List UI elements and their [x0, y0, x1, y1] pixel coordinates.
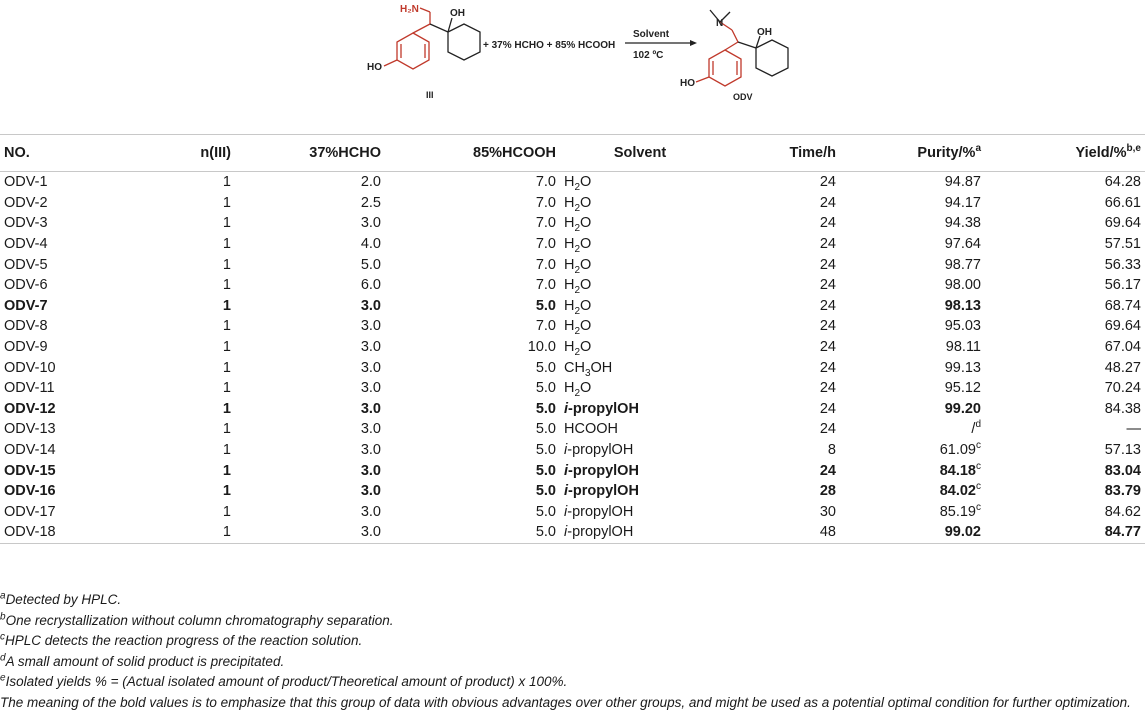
cell-yield: 84.77	[985, 522, 1145, 543]
header-time: Time/h	[720, 135, 840, 172]
cell-purity: 85.19$^c$	[939, 501, 981, 520]
header-purity-sup: a	[975, 143, 981, 155]
cell-solvent: $H_2O$	[564, 236, 592, 255]
cell-no: ODV-2	[4, 194, 48, 211]
table-row	[0, 460, 1145, 481]
table-row	[0, 399, 1145, 420]
cell-hcho: 3.0	[360, 318, 381, 335]
cell-no: ODV-1	[4, 174, 48, 191]
condition-solvent: Solvent	[633, 29, 670, 40]
cell-yield: 70.24	[1104, 380, 1141, 397]
header-hcho: 37%HCHO	[235, 135, 385, 172]
cell-n: 1	[222, 236, 231, 253]
cell-hcooh: 5.0	[535, 421, 556, 438]
cell-hcho: 2.5	[360, 194, 381, 211]
cell-solvent: i-propylOH	[564, 503, 634, 520]
cell-no: ODV-12	[4, 400, 56, 417]
cell-no: ODV-9	[4, 339, 48, 356]
cell-purity: 84.02$^c$	[939, 481, 981, 500]
header-purity-label: Purity/%	[917, 145, 976, 161]
cell-yield: 48.27	[1104, 359, 1141, 376]
cell-no: ODV-3	[4, 215, 48, 232]
cell-n: 1	[222, 277, 231, 294]
footnote: $^b$One recrystallization without column chromatography separation.	[0, 611, 394, 628]
footnote: $^a$Detected by HPLC.	[0, 590, 122, 607]
cell-yield: 56.17	[1104, 277, 1141, 294]
cell-time: 24	[819, 277, 836, 294]
cell-purity: 61.09$^c$	[939, 440, 981, 459]
purity-footnote-marker: d	[975, 419, 981, 431]
cell-yield: 64.28	[1104, 174, 1141, 191]
cell-solvent: $H_2O$	[564, 256, 592, 276]
product-ho: HO	[680, 78, 695, 89]
cell-solvent: i-propylOH	[564, 400, 639, 417]
cell-time: 24	[819, 339, 836, 356]
cell-yield: 56.33	[1104, 256, 1141, 273]
cell-hcho: 2.0	[360, 174, 381, 191]
cell-no: ODV-18	[0, 522, 130, 543]
cell-yield: —	[1126, 421, 1141, 438]
reactant-label: III	[426, 90, 434, 100]
table-row	[0, 316, 1145, 337]
condition-temperature: 102 ºC	[633, 50, 664, 61]
cell-hcooh: 7.0	[535, 256, 556, 273]
cell-time: 24	[819, 318, 836, 335]
table-row	[0, 234, 1145, 255]
cell-n: 1	[222, 421, 231, 438]
footnote: $^e$Isolated yields % = (Actual isolated amount of product/Theoretical amount of product) x 100%.	[0, 672, 568, 689]
cell-yield: 83.04	[1104, 462, 1141, 479]
cell-purity: 94.87	[944, 174, 981, 191]
reaction-arrow	[625, 40, 697, 46]
table-row	[0, 213, 1145, 234]
table-row	[0, 419, 1145, 440]
cell-purity: 98.11	[945, 339, 981, 356]
cell-solvent: $CH_3OH$	[564, 359, 613, 379]
cell-purity: 95.12	[944, 380, 981, 397]
header-no: NO.	[0, 135, 130, 172]
cell-no: ODV-11	[4, 380, 55, 397]
cell-n: 1	[222, 483, 231, 500]
footnote-marker: c	[0, 631, 5, 643]
purity-footnote-marker: c	[976, 440, 981, 452]
cell-hcho: 3.0	[360, 442, 381, 459]
cell-time: 24	[819, 400, 836, 417]
cell-solvent: $H_2O$	[564, 297, 592, 317]
header-yield	[985, 135, 1145, 172]
cell-solvent: i-propylOH	[564, 462, 639, 479]
table-row	[0, 481, 1145, 502]
cell-no: ODV-8	[4, 318, 48, 335]
cell-hcho: 3.0	[360, 400, 381, 417]
cell-hcooh: 5.0	[535, 297, 556, 314]
header-solvent: Solvent	[560, 135, 720, 172]
footnote-marker: d	[0, 652, 6, 663]
cell-time: 24	[819, 380, 836, 397]
cell-purity: 95.03	[944, 318, 981, 335]
cell-hcooh: 7.0	[535, 277, 556, 294]
cell-no: ODV-17	[4, 503, 56, 520]
header-yield-sup: b,e	[1126, 143, 1141, 155]
cell-solvent: $H_2O$	[564, 380, 592, 400]
cell-hcooh: 5.0	[535, 380, 556, 397]
cell-purity: 98.13	[944, 297, 981, 314]
cell-hcho: 3.0	[360, 339, 381, 356]
cell-hcho: 3.0	[360, 380, 381, 397]
cell-hcooh: 5.0	[535, 483, 556, 500]
cell-n: 1	[222, 339, 231, 356]
cell-time: 24	[819, 194, 836, 211]
table-row	[0, 172, 1145, 193]
table-row	[0, 337, 1145, 358]
cell-time: 24	[819, 421, 836, 438]
cell-n: 1	[222, 256, 231, 273]
reactant-structure	[384, 8, 480, 69]
footnote-marker: a	[0, 590, 6, 602]
cell-hcho: 3.0	[360, 297, 381, 314]
cell-no: ODV-10	[4, 359, 56, 376]
header-purity	[840, 135, 985, 172]
cell-solvent: $H_2O$	[564, 318, 592, 338]
reactant-ho: HO	[367, 62, 382, 73]
purity-footnote-marker: c	[976, 460, 981, 472]
cell-time: 30	[819, 503, 836, 520]
cell-hcooh: 5.0	[535, 400, 556, 417]
cell-yield: 67.04	[1104, 339, 1141, 356]
cell-time: 24	[819, 236, 836, 253]
cell-hcooh: 10.0	[527, 339, 556, 356]
cell-hcho: 3.0	[360, 462, 381, 479]
table-row	[0, 275, 1145, 296]
cell-solvent: $H_2O$	[564, 215, 592, 235]
cell-hcooh: 5.0	[535, 359, 556, 376]
cell-purity: 99.20	[944, 400, 981, 417]
cell-purity: 84.18$^c$	[939, 460, 981, 479]
cell-hcho: 3.0	[360, 503, 381, 520]
cell-time: 24	[819, 174, 836, 191]
cell-hcho: 3.0	[360, 483, 381, 500]
table-row	[0, 440, 1145, 461]
product-label: ODV	[733, 92, 753, 102]
cell-yield: 69.64	[1104, 318, 1141, 335]
reaction-scheme	[0, 0, 1145, 120]
cell-n: 1	[222, 503, 231, 520]
cell-solvent: $H_2O$	[564, 194, 592, 214]
cell-hcooh: 7.0	[535, 215, 556, 232]
header-n-iii: n(III)	[130, 135, 235, 172]
cell-solvent: i-propylOH	[560, 522, 720, 543]
cell-hcooh: 5.0	[535, 503, 556, 520]
cell-hcho: 6.0	[360, 277, 381, 294]
cell-n: 1	[222, 297, 231, 314]
cell-no: ODV-7	[4, 297, 48, 314]
cell-yield: 66.61	[1104, 194, 1141, 211]
cell-solvent: $H_2O$	[564, 174, 592, 194]
header-hcooh: 85%HCOOH	[385, 135, 560, 172]
cell-hcooh: 5.0	[535, 442, 556, 459]
header-yield-label: Yield/%	[1075, 145, 1127, 161]
cell-n: 1	[222, 359, 231, 376]
product-oh: OH	[757, 27, 772, 38]
cell-n: 1	[222, 380, 231, 397]
cell-purity: 98.00	[944, 277, 981, 294]
cell-hcooh: 5.0	[385, 522, 560, 543]
table-footnotes	[0, 590, 1140, 713]
cell-solvent: i-propylOH	[564, 442, 634, 459]
table-row	[0, 502, 1145, 523]
cell-purity: 99.13	[944, 359, 981, 376]
cell-solvent: HCOOH	[564, 421, 618, 438]
footnote: The meaning of the bold values is to emphasize that this group of data with obvious advantages over other groups, and might be used as a potential optimal condition for further optimization.	[0, 694, 1131, 710]
cell-solvent: $H_2O$	[564, 277, 592, 297]
cell-yield: 68.74	[1104, 297, 1141, 314]
purity-footnote-marker: c	[976, 501, 981, 513]
cell-time: 28	[819, 483, 836, 500]
cell-hcho: 3.0	[360, 359, 381, 376]
cell-time: 24	[819, 215, 836, 232]
footnote: $^c$HPLC detects the reaction progress of the reaction solution.	[0, 631, 363, 648]
footnote-marker: b	[0, 611, 6, 622]
cell-no: ODV-14	[4, 442, 56, 459]
table-row	[0, 522, 1145, 543]
cell-yield: 57.13	[1104, 442, 1141, 459]
product-n: N	[716, 18, 724, 29]
cell-no: ODV-15	[4, 462, 56, 479]
cell-n: 1	[222, 215, 231, 232]
results-table	[0, 134, 1145, 544]
purity-footnote-marker: c	[976, 481, 981, 493]
reactant-oh: OH	[450, 8, 465, 19]
cell-time: 24	[819, 462, 836, 479]
footnote-marker: e	[0, 672, 6, 684]
cell-n: 1	[222, 174, 231, 191]
cell-no: ODV-4	[4, 236, 48, 253]
cell-solvent: i-propylOH	[564, 483, 639, 500]
cell-n: 1	[130, 522, 235, 543]
cell-time: 24	[819, 359, 836, 376]
cell-purity: 97.64	[944, 236, 981, 253]
reactant-nh2: H₂N	[400, 4, 419, 15]
cell-no: ODV-13	[4, 421, 56, 438]
reagents-text: + 37% HCHO + 85% HCOOH	[483, 40, 616, 51]
cell-n: 1	[222, 462, 231, 479]
cell-n: 1	[222, 194, 231, 211]
cell-time: 24	[819, 256, 836, 273]
table-row	[0, 357, 1145, 378]
cell-time: 24	[819, 297, 836, 314]
cell-no: ODV-5	[4, 256, 48, 273]
cell-purity: /$^d$	[971, 419, 981, 438]
cell-n: 1	[222, 400, 231, 417]
cell-solvent: $H_2O$	[564, 339, 592, 358]
cell-hcho: 3.0	[360, 215, 381, 232]
cell-purity: 98.77	[944, 256, 981, 273]
cell-time: 8	[827, 442, 836, 459]
cell-hcooh: 7.0	[535, 236, 556, 253]
cell-hcooh: 7.0	[535, 318, 556, 335]
cell-yield: 84.62	[1104, 503, 1141, 520]
cell-yield: 83.79	[1104, 483, 1141, 500]
cell-n: 1	[222, 442, 231, 459]
table-row	[0, 296, 1145, 317]
cell-yield: 69.64	[1104, 215, 1141, 232]
cell-purity: 99.02	[840, 522, 985, 543]
cell-hcho: 3.0	[360, 421, 381, 438]
cell-purity: 94.17	[944, 194, 981, 211]
cell-hcooh: 7.0	[535, 174, 556, 191]
table-row	[0, 254, 1145, 275]
footnote: $^d$A small amount of solid product is precipitated.	[0, 652, 285, 669]
cell-hcho: 3.0	[235, 522, 385, 543]
table-row	[0, 378, 1145, 399]
cell-no: ODV-6	[4, 277, 48, 294]
cell-yield: 57.51	[1104, 236, 1141, 253]
table-header-row	[0, 135, 1145, 172]
cell-hcho: 5.0	[360, 256, 381, 273]
table-row	[0, 193, 1145, 214]
cell-time: 48	[720, 522, 840, 543]
cell-no: ODV-16	[4, 483, 56, 500]
cell-hcho: 4.0	[360, 236, 381, 253]
product-structure	[696, 10, 788, 86]
cell-yield: 84.38	[1104, 400, 1141, 417]
cell-purity: 94.38	[944, 215, 981, 232]
cell-hcooh: 5.0	[535, 462, 556, 479]
cell-n: 1	[222, 318, 231, 335]
table-body	[0, 172, 1145, 544]
cell-hcooh: 7.0	[535, 194, 556, 211]
